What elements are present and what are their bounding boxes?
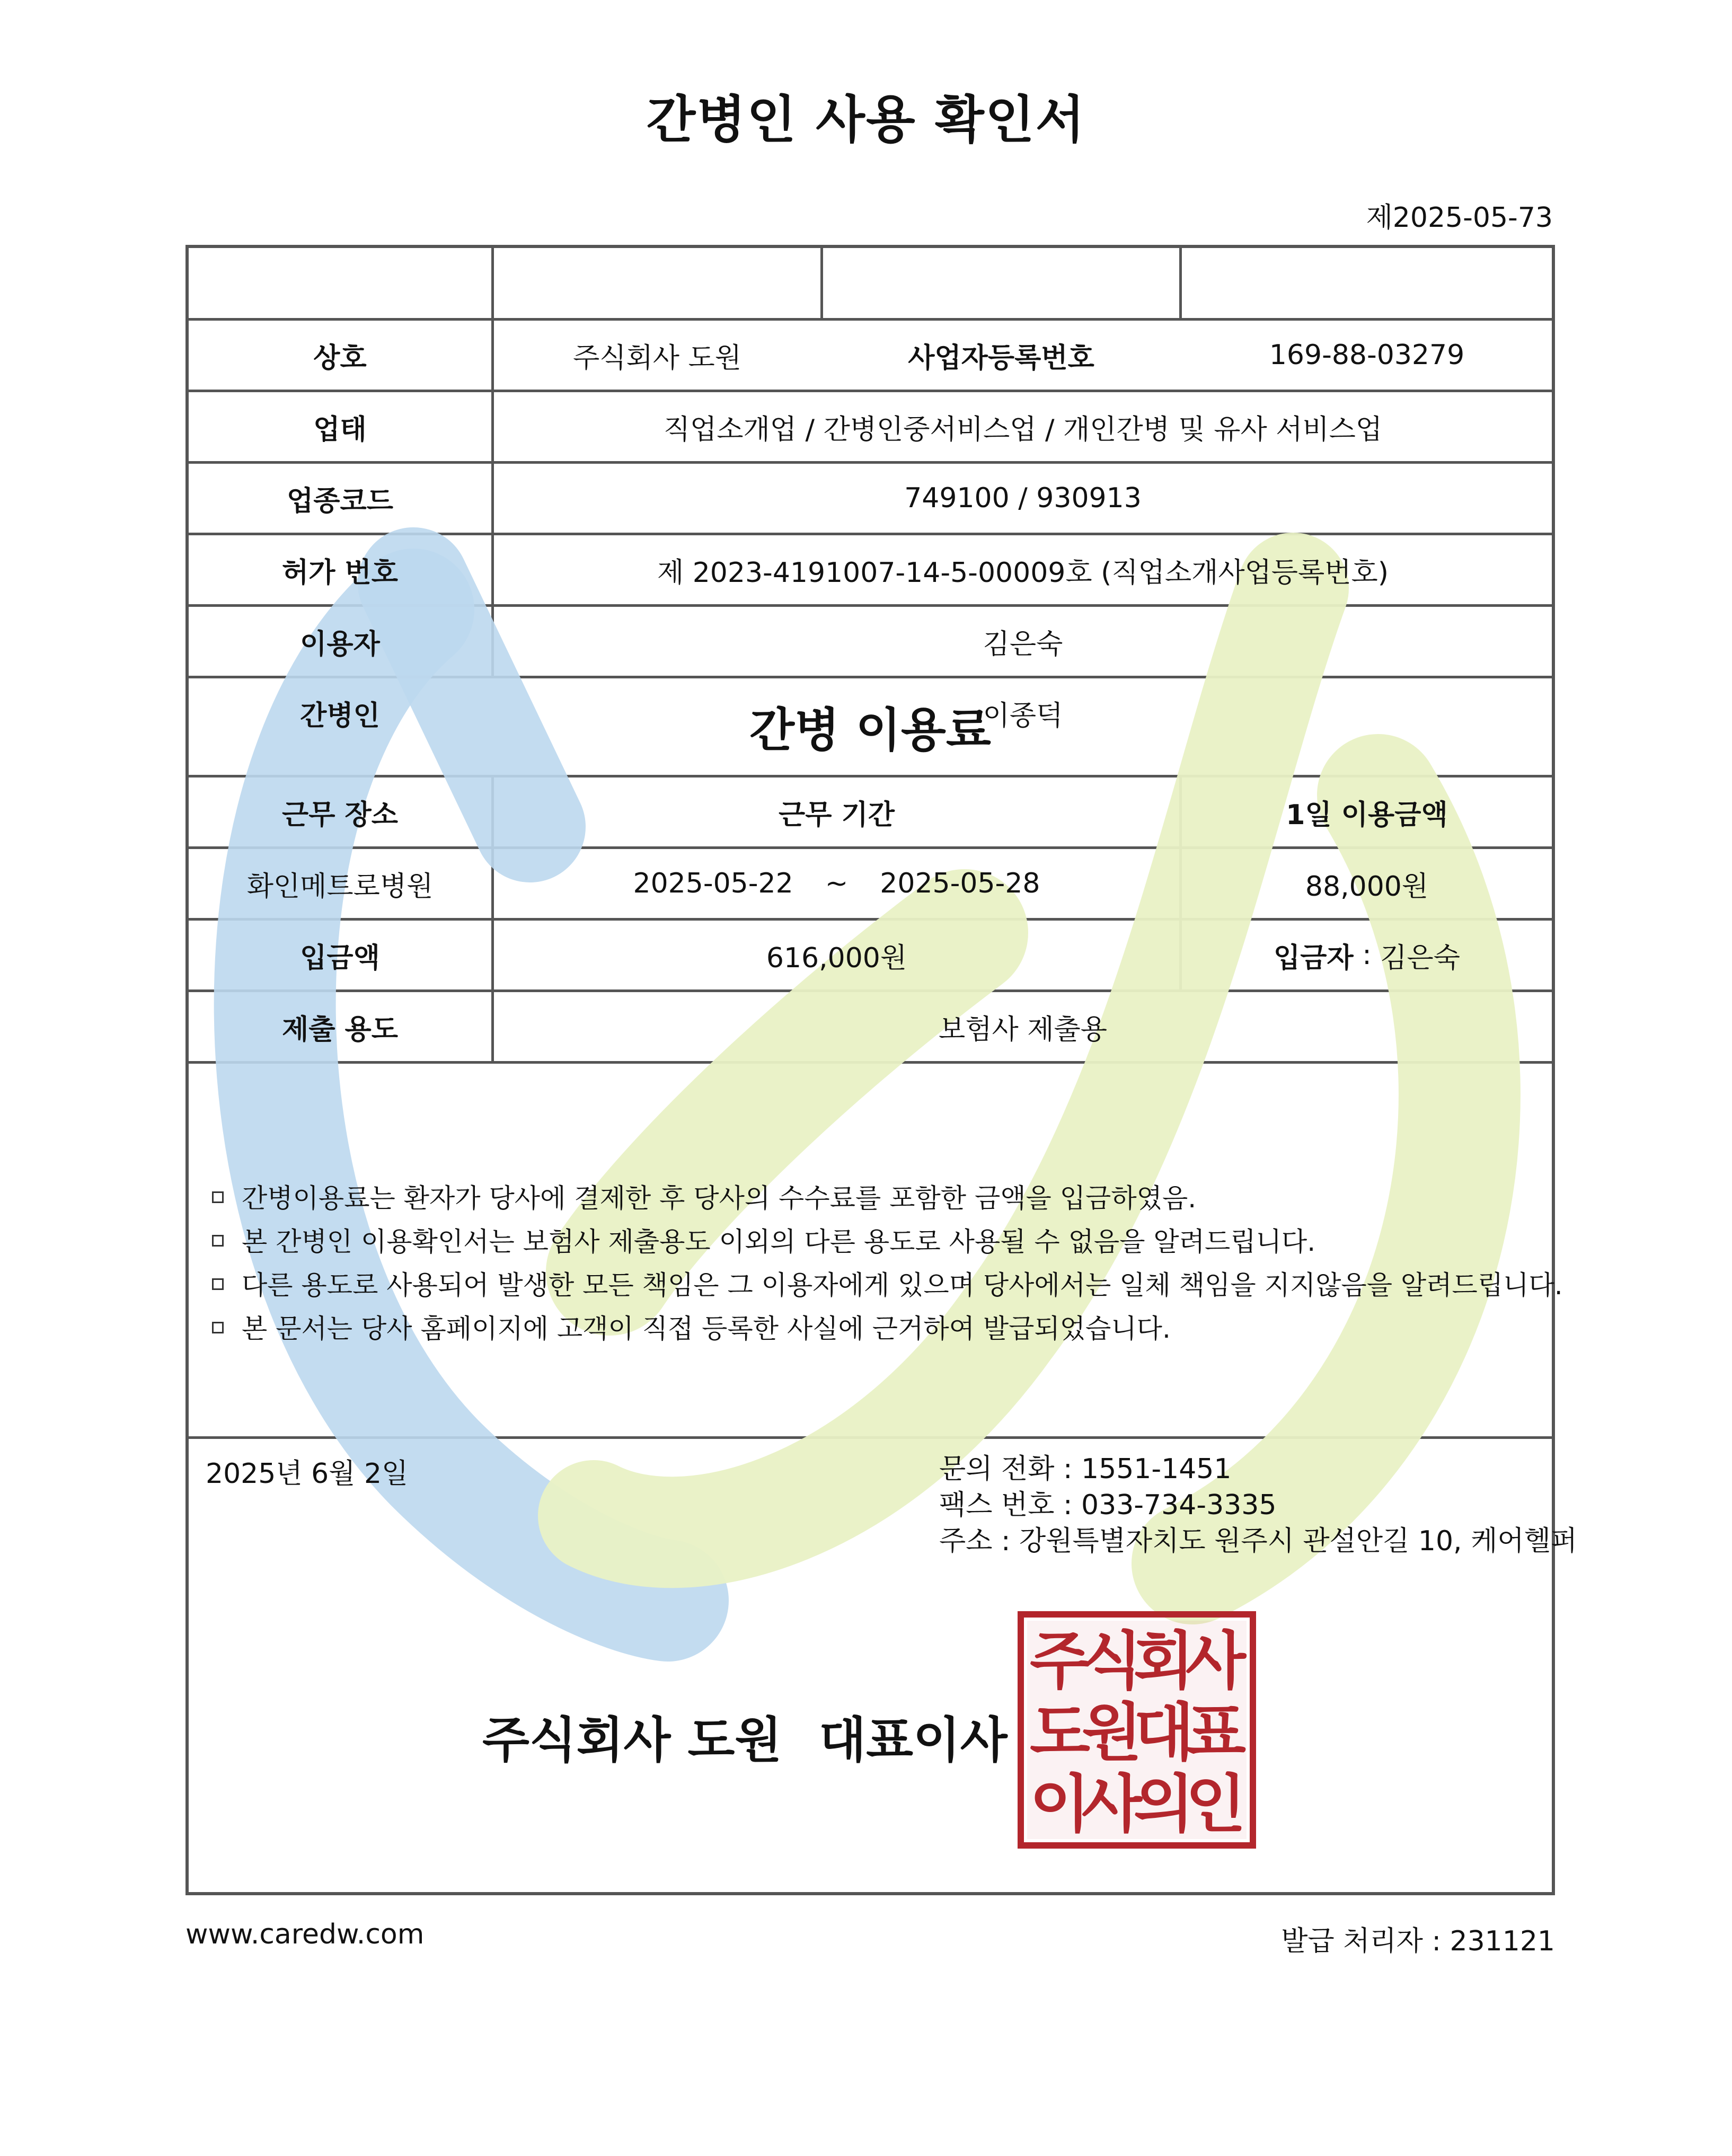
notes-list xyxy=(212,1177,1563,1350)
work-period-value xyxy=(494,849,1179,918)
list-item: 간병이용료는 환자가 당사에 결제한 후 당사의 수수료를 포함한 금액을 입금하였음. xyxy=(212,1177,1563,1220)
company-label: 상호 xyxy=(313,342,367,374)
svg-text:인: 인 xyxy=(1186,1768,1246,1841)
svg-text:식: 식 xyxy=(1082,1624,1142,1698)
purpose-label: 제출 용도 xyxy=(281,1013,399,1046)
fee-section-title: 간병 이용료 xyxy=(749,703,991,757)
caregiver-label: 간병인 xyxy=(300,700,380,732)
work-period-label: 근무 기간 xyxy=(778,799,895,831)
user-value: 김은숙 xyxy=(983,628,1063,660)
square-bullet-icon xyxy=(212,1278,224,1290)
business-type-label: 업태 xyxy=(313,413,367,446)
company-value: 주식회사 도원 xyxy=(573,342,741,374)
svg-text:이: 이 xyxy=(1030,1768,1090,1841)
industry-code-value: 749100 / 930913 xyxy=(904,482,1142,514)
company-website: www.caredw.com xyxy=(185,1919,425,1950)
bizno-label: 사업자등록번호 xyxy=(908,342,1094,374)
depositor-separator: : xyxy=(1353,939,1381,971)
period-end: 2025-05-28 xyxy=(880,868,1040,899)
daily-fee-value: 88,000원 xyxy=(1305,870,1429,903)
user-label: 이용자 xyxy=(300,628,380,660)
square-bullet-icon xyxy=(212,1191,224,1203)
industry-code-label: 업종코드 xyxy=(287,485,393,517)
period-separator: ~ xyxy=(825,868,849,899)
list-item: 본 문서는 당사 홈페이지에 고객이 직접 등록한 사실에 근거하여 발급되었습니다. xyxy=(212,1307,1563,1350)
issue-date: 2025년 6월 2일 xyxy=(206,1458,409,1490)
signer-role: 대표이사 xyxy=(819,1712,1008,1769)
contact-info xyxy=(939,1451,1577,1559)
svg-text:회: 회 xyxy=(1134,1624,1194,1698)
depositor xyxy=(1182,921,1552,989)
list-item: 다른 용도로 사용되어 발생한 모든 책임은 그 이용자에게 있으며 당사에서는 일체 책임을 지지않음을 알려드립니다. xyxy=(212,1263,1563,1307)
svg-text:사: 사 xyxy=(1186,1624,1246,1698)
document-number: 제2025-05-73 xyxy=(1366,202,1553,234)
square-bullet-icon xyxy=(212,1235,224,1247)
square-bullet-icon xyxy=(212,1322,224,1333)
issuer-id: 발급 처리자 : 231121 xyxy=(1281,1925,1555,1957)
svg-text:대: 대 xyxy=(1134,1696,1194,1769)
document-title: 간병인 사용 확인서 xyxy=(646,90,1086,149)
svg-text:의: 의 xyxy=(1134,1768,1194,1841)
purpose-value: 보험사 제출용 xyxy=(939,1013,1107,1046)
svg-text:도: 도 xyxy=(1030,1696,1090,1769)
contact-fax: 팩스 번호 : 033-734-3335 xyxy=(939,1489,1277,1521)
list-item: 본 간병인 이용확인서는 보험사 제출용도 이외의 다른 용도로 사용될 수 없음을 알려드립니다. xyxy=(212,1220,1563,1263)
signer xyxy=(482,1701,1008,1771)
business-type-value: 직업소개업 / 간병인중서비스업 / 개인간병 및 유사 서비스업 xyxy=(663,413,1383,446)
svg-text:주: 주 xyxy=(1030,1624,1090,1698)
period-start: 2025-05-22 xyxy=(633,868,793,899)
license-value: 제 2023-4191007-14-5-00009호 (직업소개사업등록번호) xyxy=(657,556,1389,589)
depositor-value: 김은숙 xyxy=(1380,942,1460,974)
signer-company: 주식회사 도원 xyxy=(482,1712,782,1769)
contact-address: 주소 : 강원특별자치도 원주시 관설안길 10, 케어헬퍼 xyxy=(939,1525,1578,1557)
caregiver-value: 이종덕 xyxy=(983,700,1063,732)
company-seal-stamp xyxy=(1018,1611,1256,1849)
license-label: 허가 번호 xyxy=(281,556,399,589)
deposit-label: 입금액 xyxy=(300,942,380,974)
contact-phone: 문의 전화 : 1551-1451 xyxy=(939,1453,1232,1485)
svg-text:원: 원 xyxy=(1082,1696,1142,1769)
svg-text:표: 표 xyxy=(1186,1696,1246,1769)
work-place-value: 화인메트로병원 xyxy=(246,870,434,903)
depositor-label: 입금자 xyxy=(1274,942,1354,974)
bizno-value: 169-88-03279 xyxy=(1269,339,1465,371)
work-place-label: 근무 장소 xyxy=(281,799,399,831)
daily-fee-label: 1일 이용금액 xyxy=(1286,799,1448,831)
deposit-value: 616,000원 xyxy=(766,942,907,974)
svg-text:사: 사 xyxy=(1082,1768,1142,1841)
